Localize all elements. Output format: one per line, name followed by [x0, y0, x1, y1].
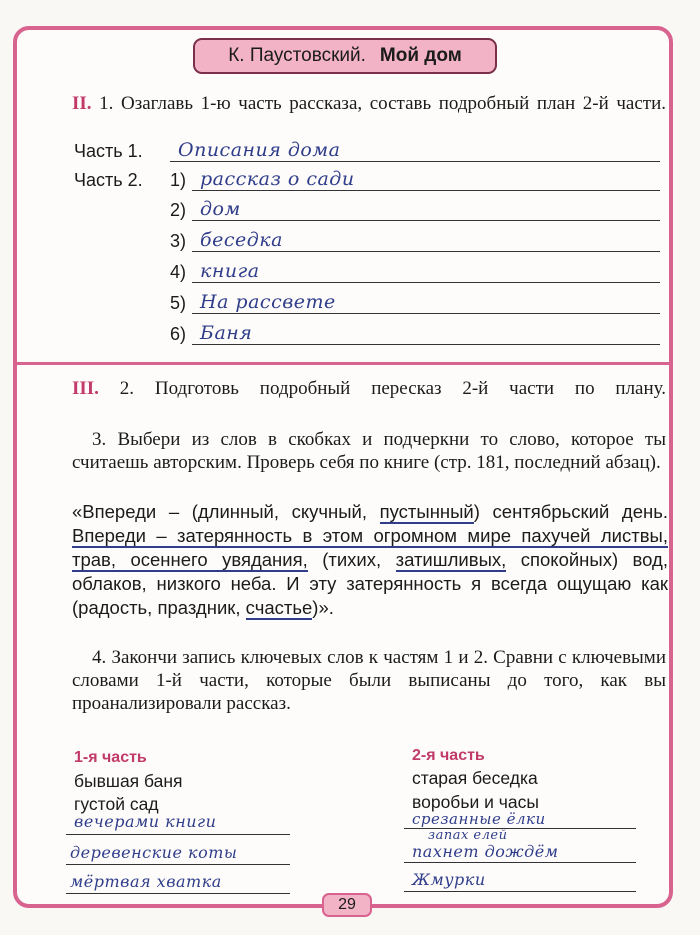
keyword-line: [404, 891, 636, 892]
title-work: Мой дом: [379, 45, 462, 66]
part1-label: Часть 1.: [74, 141, 143, 161]
plan-item-answer: На рассвете: [200, 291, 336, 313]
answer-line: [192, 251, 660, 252]
underlined-phrase: Впереди – затерянность в этом огромном мире пахучей листвы, трав, осеннего увядания,: [72, 525, 668, 570]
underlined-word: затишливых,: [395, 549, 507, 570]
task2-roman: II.: [72, 93, 92, 114]
title-author: К. Паустовский.: [228, 45, 366, 66]
plan-item-answer: книга: [200, 260, 260, 282]
keyword-line: [404, 862, 636, 863]
part2-heading: 2-я часть: [412, 747, 485, 764]
keyword-line: [66, 893, 290, 894]
task3-paragraph-2: [72, 377, 666, 400]
keyword-handwritten: пахнет дождём: [412, 842, 559, 861]
plan-item-num: 1): [170, 170, 187, 190]
keyword-handwritten: Жмурки: [412, 870, 486, 889]
plan-item-num: 5): [170, 293, 187, 313]
keyword-printed: воробьи и часы: [412, 792, 539, 812]
section-divider: [17, 362, 669, 365]
part2-label: Часть 2.: [74, 170, 143, 190]
answer-line: [192, 344, 660, 345]
task2-text: 1. Озаглавь 1-ю часть рассказа, составь подробный план 2-й части.: [99, 93, 667, 114]
page-number: 29: [322, 893, 372, 917]
answer-line: [192, 282, 660, 283]
keyword-handwritten: вечерами книги: [74, 812, 217, 831]
keyword-handwritten: деревенские коты: [70, 843, 238, 862]
keyword-printed: старая беседка: [412, 768, 538, 788]
keyword-printed: бывшая баня: [74, 771, 183, 791]
answer-line: [192, 190, 660, 191]
task3-roman: III.: [72, 378, 99, 399]
keyword-handwritten: мёртвая хватка: [70, 872, 222, 891]
plan-item-num: 4): [170, 262, 187, 282]
part1-answer: Описания дома: [178, 139, 341, 161]
task2-paragraph: [72, 92, 666, 115]
part1-heading: 1-я часть: [74, 749, 147, 766]
plan-item-num: 2): [170, 200, 187, 220]
task3-paragraph-3: 3. Выбери из слов в скобках и подчеркни то слово, которое ты считаешь авторским. Проверь себя по книге (стр. 181, последний абзац).: [72, 429, 666, 473]
keyword-handwritten: запах елей: [428, 828, 508, 843]
task3-paragraph-4: 4. Закончи запись ключевых слов к частям 1 и 2. Сравни с ключевыми словами 1-й части, которые были выписаны до того, как вы проанализировали рассказ.: [72, 647, 666, 714]
page-title: [193, 38, 497, 74]
task3-p2: 2. Подготовь подробный пересказ 2-й части по плану.: [119, 378, 667, 399]
quote-text: спокойных) вод, облаков, низкого неба. И эту затерянность я всегда ощущаю как (радость, праздник,: [72, 549, 668, 618]
plan-item-answer: Баня: [200, 322, 253, 344]
underlined-word: пустынный: [379, 501, 474, 522]
answer-line: [192, 313, 660, 314]
answer-line: [192, 220, 660, 221]
quote-text: «Впереди – (длинный, скучный,: [72, 501, 380, 522]
keyword-printed: густой сад: [74, 794, 159, 814]
keyword-line: [66, 834, 290, 835]
quote-paragraph: [72, 500, 668, 620]
plan-item-answer: дом: [200, 198, 241, 220]
plan-item-num: 3): [170, 231, 187, 251]
quote-text: ) сентябрьский день.: [473, 501, 668, 522]
keyword-handwritten: срезанные ёлки: [412, 810, 546, 828]
quote-text: )».: [312, 597, 334, 618]
plan-item-answer: беседка: [200, 229, 283, 251]
keyword-line: [66, 864, 290, 865]
underlined-word: счастье: [245, 597, 313, 618]
plan-item-answer: рассказ о сади: [200, 168, 355, 190]
answer-line: [170, 161, 660, 162]
quote-text: (тихих,: [307, 549, 396, 570]
plan-item-num: 6): [170, 324, 187, 344]
